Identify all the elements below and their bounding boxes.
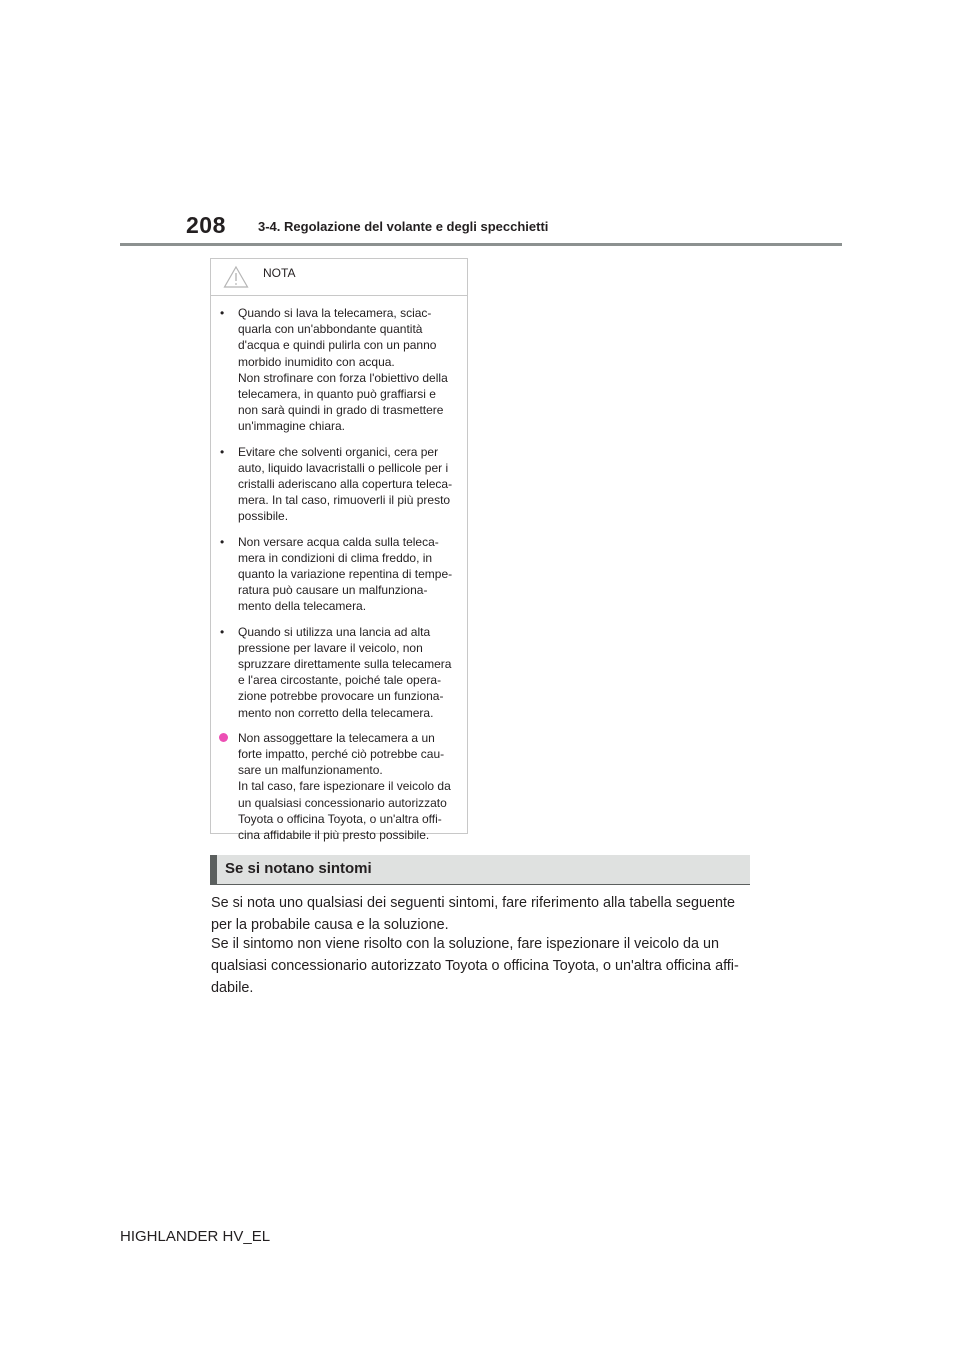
nota-line: telecamera, in quanto può graffiarsi e [238,387,436,402]
header-rule [120,243,842,246]
nota-line: cina affidabile il più presto possibile. [238,828,430,843]
paragraph-line: per la probabile causa e la soluzione. [211,917,449,933]
nota-line: spruzzare direttamente sulla telecamera [238,657,452,672]
nota-line: cristalli aderiscano alla copertura teleca- [238,477,453,492]
nota-line: mera in condizioni di clima freddo, in [238,550,433,565]
nota-body [211,305,467,843]
nota-line: zione potrebbe provocare un funziona- [238,689,444,704]
nota-label: NOTA [263,266,296,280]
nota-box [210,258,468,843]
nota-item [219,305,457,435]
bullet-marker: • [220,534,225,549]
nota-item [219,730,457,843]
nota-line: ratura può causare un malfunziona- [238,583,428,598]
paragraph-line: Se il sintomo non viene risolto con la soluzione, fare ispezionare il veicolo da un [211,936,719,952]
footer-model: HIGHLANDER HV_EL [120,1228,271,1245]
nota-line: d'acqua e quindi pulirla con un panno [238,338,437,353]
nota-line: Toyota o officina Toyota, o un'altra offi- [238,811,442,826]
nota-line: Non versare acqua calda sulla teleca- [238,534,439,549]
paragraph-line: Se si nota uno qualsiasi dei seguenti sintomi, fare riferimento alla tabella seguente [211,895,735,911]
section-title: 3-4. Regolazione del volante e degli specchietti [258,219,549,234]
nota-line: auto, liquido lavacristalli o pellicole per i [238,460,449,475]
nota-line: mera. In tal caso, rimuoverli il più presto [238,493,451,508]
sintomi-paragraph-1 [211,892,735,936]
pink-dot-bullet-icon [219,733,228,742]
nota-line: pressione per lavare il veicolo, non [238,640,423,655]
bullet-marker: • [220,624,225,639]
sintomi-section-header [210,855,750,885]
nota-line: e l'area circostante, poiché tale opera- [238,673,442,688]
nota-line: non sarà quindi in grado di trasmettere [238,403,444,418]
nota-line: quarla con un'abbondante quantità [238,322,423,337]
nota-line: Evitare che solventi organici, cera per [238,444,439,459]
nota-line: mento della telecamera. [238,599,367,614]
paragraph-line: qualsiasi concessionario autorizzato Toyota o officina Toyota, o un'altra officina affi- [211,958,739,974]
nota-item [219,624,457,721]
page-number: 208 [186,212,226,238]
bullet-marker: • [220,306,225,320]
nota-line: Non assoggettare la telecamera a un [238,730,435,745]
nota-item [219,444,457,525]
bullet-marker: • [220,444,225,459]
nota-item [219,534,457,615]
nota-line: un'immagine chiara. [238,419,346,434]
nota-line: forte impatto, perché ciò potrebbe cau- [238,747,445,762]
nota-line: Non strofinare con forza l'obiettivo della [238,370,448,385]
nota-line: In tal caso, fare ispezionare il veicolo da [238,779,451,794]
sintomi-paragraph-2 [211,933,739,999]
nota-line: Quando si utilizza una lancia ad alta [238,624,431,639]
paragraph-line: dabile. [211,980,254,996]
nota-line: morbido inumidito con acqua. [238,354,395,369]
nota-line: un qualsiasi concessionario autorizzato [238,795,447,810]
nota-line: quanto la variazione repentina di tempe- [238,567,453,582]
nota-line: mento non corretto della telecamera. [238,705,434,720]
sintomi-title: Se si notano sintomi [225,860,372,877]
warning-triangle-icon [223,265,249,289]
nota-line: possibile. [238,509,289,524]
nota-header [211,259,467,296]
nota-line: sare un malfunzionamento. [238,763,383,778]
nota-line: Quando si lava la telecamera, sciac- [238,306,432,320]
